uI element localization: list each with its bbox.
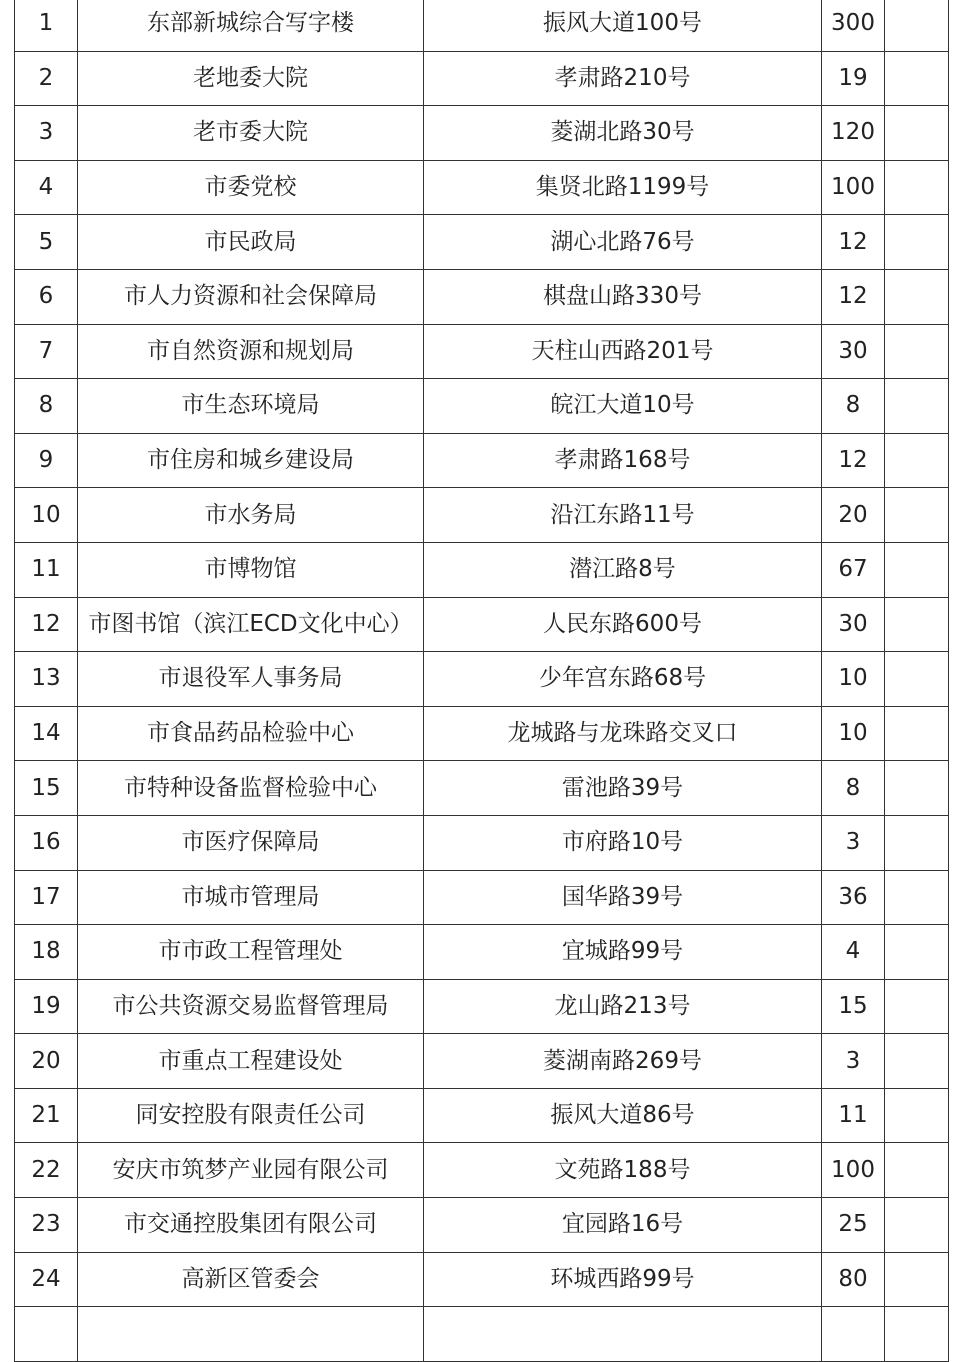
table-row	[15, 160, 949, 215]
empty-cell	[885, 761, 949, 816]
organization-name-cell: 市特种设备监督检验中心	[78, 761, 424, 816]
address-cell: 潜江路8号	[424, 542, 822, 597]
table-row	[15, 870, 949, 925]
index-cell: 5	[15, 215, 78, 270]
empty-cell	[885, 1307, 949, 1362]
organization-name-cell: 市人力资源和社会保障局	[78, 269, 424, 324]
organization-name-cell: 市城市管理局	[78, 870, 424, 925]
count-cell: 11	[822, 1088, 885, 1143]
index-cell: 19	[15, 979, 78, 1034]
table-row	[15, 542, 949, 597]
organization-name-cell: 市生态环境局	[78, 379, 424, 434]
index-cell: 6	[15, 269, 78, 324]
index-cell: 13	[15, 652, 78, 707]
index-cell: 1	[15, 0, 78, 51]
empty-cell	[885, 1034, 949, 1089]
table-row	[15, 979, 949, 1034]
empty-cell	[885, 925, 949, 980]
index-cell: 23	[15, 1198, 78, 1253]
table-row	[15, 324, 949, 379]
table-row	[15, 1034, 949, 1089]
data-table	[14, 0, 949, 1362]
table-row	[15, 269, 949, 324]
empty-cell	[885, 379, 949, 434]
empty-cell	[885, 433, 949, 488]
address-cell: 振风大道100号	[424, 0, 822, 51]
address-cell: 宜城路99号	[424, 925, 822, 980]
empty-cell	[885, 542, 949, 597]
table-row	[15, 652, 949, 707]
count-cell: 67	[822, 542, 885, 597]
empty-cell	[885, 706, 949, 761]
organization-name-cell: 市委党校	[78, 160, 424, 215]
empty-cell	[885, 1252, 949, 1307]
index-cell: 10	[15, 488, 78, 543]
count-cell: 80	[822, 1252, 885, 1307]
index-cell: 22	[15, 1143, 78, 1198]
address-cell: 龙城路与龙珠路交叉口	[424, 706, 822, 761]
organization-name-cell: 市医疗保障局	[78, 815, 424, 870]
address-cell: 孝肃路168号	[424, 433, 822, 488]
count-cell: 30	[822, 597, 885, 652]
index-cell: 3	[15, 106, 78, 161]
organization-name-cell: 市重点工程建设处	[78, 1034, 424, 1089]
table-row	[15, 815, 949, 870]
table-row	[15, 1143, 949, 1198]
address-cell: 棋盘山路330号	[424, 269, 822, 324]
organization-name-cell: 市公共资源交易监督管理局	[78, 979, 424, 1034]
index-cell: 12	[15, 597, 78, 652]
address-cell: 少年宫东路68号	[424, 652, 822, 707]
count-cell: 30	[822, 324, 885, 379]
address-cell: 市府路10号	[424, 815, 822, 870]
count-cell: 36	[822, 870, 885, 925]
count-cell: 10	[822, 652, 885, 707]
index-cell: 11	[15, 542, 78, 597]
count-cell: 20	[822, 488, 885, 543]
table-row	[15, 925, 949, 980]
empty-cell	[885, 597, 949, 652]
count-cell: 120	[822, 106, 885, 161]
empty-cell	[885, 488, 949, 543]
address-cell: 宜园路16号	[424, 1198, 822, 1253]
organization-name-cell: 市交通控股集团有限公司	[78, 1198, 424, 1253]
address-cell	[424, 1307, 822, 1362]
organization-name-cell: 市市政工程管理处	[78, 925, 424, 980]
organization-name-cell: 安庆市筑梦产业园有限公司	[78, 1143, 424, 1198]
empty-cell	[885, 1198, 949, 1253]
table-row	[15, 51, 949, 106]
organization-name-cell: 市退役军人事务局	[78, 652, 424, 707]
index-cell: 2	[15, 51, 78, 106]
address-cell: 人民东路600号	[424, 597, 822, 652]
count-cell: 100	[822, 1143, 885, 1198]
empty-cell	[885, 324, 949, 379]
index-cell	[15, 1307, 78, 1362]
index-cell: 17	[15, 870, 78, 925]
organization-name-cell: 市图书馆（滨江ECD文化中心）	[78, 597, 424, 652]
count-cell: 12	[822, 433, 885, 488]
address-cell: 雷池路39号	[424, 761, 822, 816]
organization-name-cell: 市自然资源和规划局	[78, 324, 424, 379]
count-cell: 300	[822, 0, 885, 51]
index-cell: 4	[15, 160, 78, 215]
organization-name-cell: 高新区管委会	[78, 1252, 424, 1307]
organization-name-cell: 老地委大院	[78, 51, 424, 106]
count-cell: 25	[822, 1198, 885, 1253]
organization-name-cell: 市博物馆	[78, 542, 424, 597]
organization-name-cell	[78, 1307, 424, 1362]
table-row	[15, 1252, 949, 1307]
table-row	[15, 488, 949, 543]
table-row	[15, 0, 949, 51]
organization-name-cell: 同安控股有限责任公司	[78, 1088, 424, 1143]
count-cell: 12	[822, 215, 885, 270]
index-cell: 20	[15, 1034, 78, 1089]
organization-name-cell: 市水务局	[78, 488, 424, 543]
index-cell: 8	[15, 379, 78, 434]
empty-cell	[885, 106, 949, 161]
count-cell: 8	[822, 761, 885, 816]
table-row	[15, 597, 949, 652]
empty-cell	[885, 160, 949, 215]
index-cell: 24	[15, 1252, 78, 1307]
index-cell: 14	[15, 706, 78, 761]
count-cell: 15	[822, 979, 885, 1034]
organization-name-cell: 老市委大院	[78, 106, 424, 161]
index-cell: 21	[15, 1088, 78, 1143]
address-cell: 天柱山西路201号	[424, 324, 822, 379]
address-cell: 国华路39号	[424, 870, 822, 925]
table-row	[15, 1198, 949, 1253]
organization-name-cell: 市食品药品检验中心	[78, 706, 424, 761]
table-row	[15, 106, 949, 161]
count-cell	[822, 1307, 885, 1362]
table-row	[15, 1307, 949, 1362]
address-cell: 菱湖南路269号	[424, 1034, 822, 1089]
empty-cell	[885, 1088, 949, 1143]
address-cell: 皖江大道10号	[424, 379, 822, 434]
table-body	[15, 0, 949, 1361]
table-row	[15, 215, 949, 270]
empty-cell	[885, 0, 949, 51]
count-cell: 10	[822, 706, 885, 761]
data-table-container	[14, 0, 948, 1362]
empty-cell	[885, 652, 949, 707]
empty-cell	[885, 979, 949, 1034]
count-cell: 3	[822, 1034, 885, 1089]
count-cell: 12	[822, 269, 885, 324]
organization-name-cell: 市民政局	[78, 215, 424, 270]
organization-name-cell: 市住房和城乡建设局	[78, 433, 424, 488]
table-row	[15, 1088, 949, 1143]
table-row	[15, 433, 949, 488]
empty-cell	[885, 1143, 949, 1198]
table-row	[15, 706, 949, 761]
address-cell: 沿江东路11号	[424, 488, 822, 543]
count-cell: 8	[822, 379, 885, 434]
address-cell: 文苑路188号	[424, 1143, 822, 1198]
table-row	[15, 379, 949, 434]
empty-cell	[885, 269, 949, 324]
address-cell: 振风大道86号	[424, 1088, 822, 1143]
count-cell: 3	[822, 815, 885, 870]
organization-name-cell: 东部新城综合写字楼	[78, 0, 424, 51]
address-cell: 环城西路99号	[424, 1252, 822, 1307]
index-cell: 16	[15, 815, 78, 870]
count-cell: 100	[822, 160, 885, 215]
index-cell: 7	[15, 324, 78, 379]
index-cell: 18	[15, 925, 78, 980]
address-cell: 集贤北路1199号	[424, 160, 822, 215]
count-cell: 4	[822, 925, 885, 980]
address-cell: 龙山路213号	[424, 979, 822, 1034]
empty-cell	[885, 870, 949, 925]
address-cell: 菱湖北路30号	[424, 106, 822, 161]
empty-cell	[885, 51, 949, 106]
index-cell: 15	[15, 761, 78, 816]
index-cell: 9	[15, 433, 78, 488]
count-cell: 19	[822, 51, 885, 106]
empty-cell	[885, 815, 949, 870]
empty-cell	[885, 215, 949, 270]
table-row	[15, 761, 949, 816]
address-cell: 湖心北路76号	[424, 215, 822, 270]
address-cell: 孝肃路210号	[424, 51, 822, 106]
